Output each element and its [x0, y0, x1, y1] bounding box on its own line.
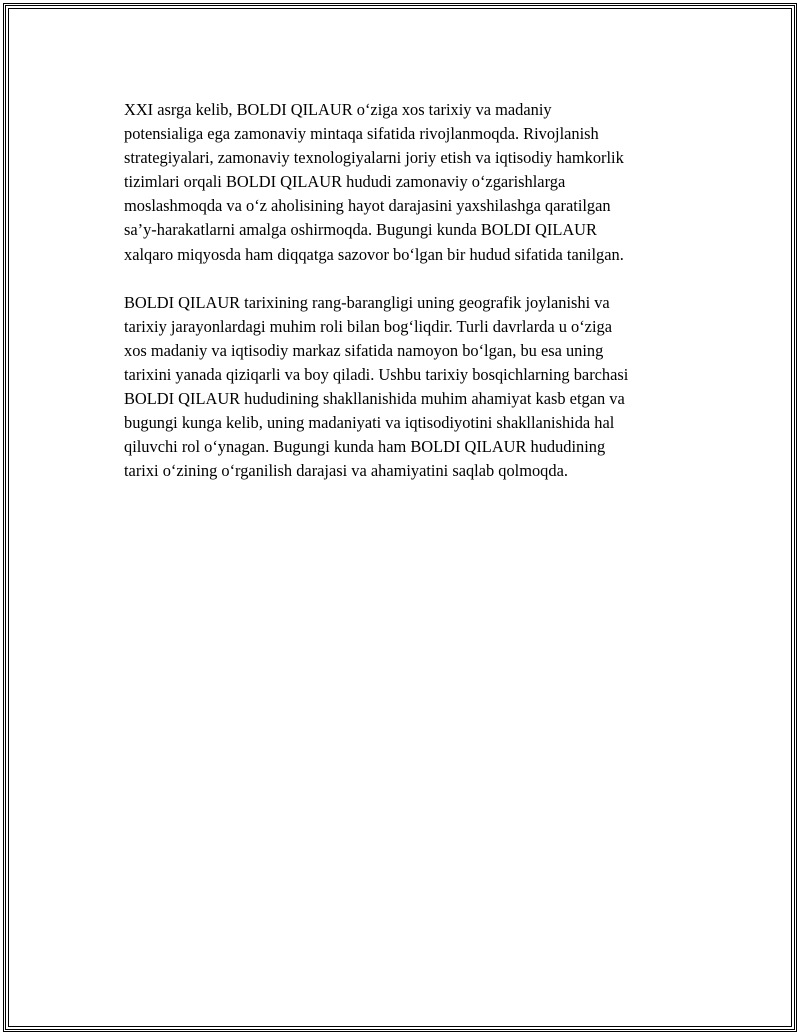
- paragraph-2: [124, 291, 694, 484]
- document-body: [124, 98, 694, 507]
- paragraph-line: tarixiy jarayonlardagi muhim roli bilan bog‘liqdir. Turli davrlarda u o‘ziga: [124, 316, 612, 336]
- paragraph-line: BOLDI QILAUR tarixining rang-barangligi uning geografik joylanishi va: [124, 292, 610, 312]
- paragraph-line: moslashmoqda va o‘z aholisining hayot darajasini yaxshilashga qaratilgan: [124, 196, 611, 216]
- paragraph-line: XXI asrga kelib, BOLDI QILAUR o‘ziga xos tarixiy va madaniy: [124, 100, 552, 119]
- paragraph-line: BOLDI QILAUR hududining shakllanishida muhim ahamiyat kasb etgan va: [124, 389, 625, 409]
- paragraph-line: xos madaniy va iqtisodiy markaz sifatida namoyon bo‘lgan, bu esa uning: [124, 340, 604, 360]
- paragraph-line: bugungi kunga kelib, uning madaniyati va iqtisodiyotini shakllanishida hal: [124, 413, 615, 433]
- paragraph-line: tizimlari orqali BOLDI QILAUR hududi zamonaviy o‘zgarishlarga: [124, 172, 566, 192]
- paragraph-line: xalqaro miqyosda ham diqqatga sazovor bo‘lgan bir hudud sifatida tanilgan.: [124, 244, 624, 264]
- paragraph-line: tarixini yanada qiziqarli va boy qiladi. Ushbu tarixiy bosqichlarning barchasi: [124, 364, 629, 384]
- paragraph-line: potensialiga ega zamonaviy mintaqa sifatida rivojlanmoqda. Rivojlanish: [124, 124, 599, 144]
- paragraph-line: qiluvchi rol o‘ynagan. Bugungi kunda ham BOLDI QILAUR hududining: [124, 437, 606, 457]
- paragraph-line: sa’y-harakatlarni amalga oshirmoqda. Bugungi kunda BOLDI QILAUR: [124, 220, 597, 240]
- paragraph-line: strategiyalari, zamonaviy texnologiyalarni joriy etish va iqtisodiy hamkorlik: [124, 148, 624, 168]
- page-border: [3, 3, 797, 1032]
- paragraph-1: [124, 98, 694, 267]
- paragraph-line: tarixi o‘zining o‘rganilish darajasi va ahamiyatini saqlab qolmoqda.: [124, 461, 568, 481]
